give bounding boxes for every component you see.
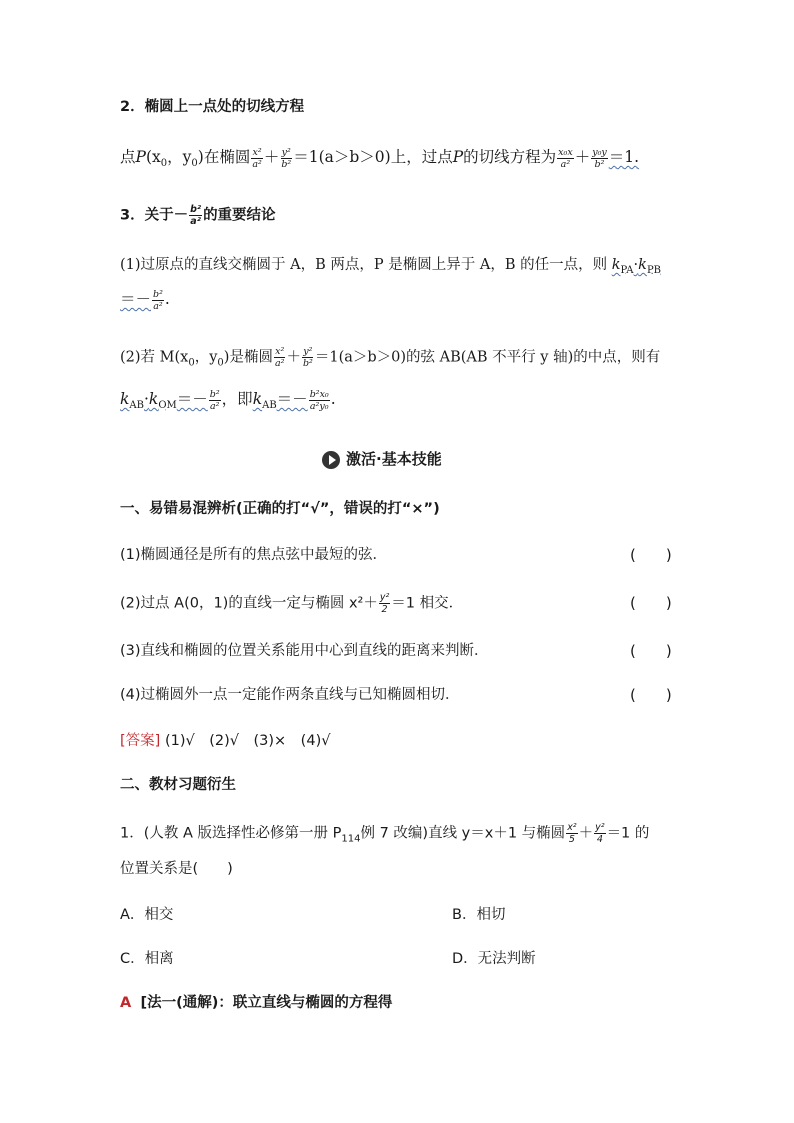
kpa-kpb [611,257,662,276]
dot: · [143,390,149,408]
coord-y: ，y [167,148,192,166]
solution-letter: A [120,995,132,1011]
sub-ab: AB [262,400,277,412]
period: . [164,290,170,308]
eq-neg: ＝－ [176,390,208,408]
sub-pa: PA [620,264,634,276]
problem-pre: 1．(人教 A 版选择性必修第一册 P [120,825,342,842]
tangent-formula-line [120,146,639,170]
frac-den: a² [190,216,201,227]
option-a[interactable]: A．相交 [120,907,174,923]
play-circle-icon [322,451,340,469]
sub-pb: PB [646,264,662,276]
frac-den: a² [274,358,285,369]
answer-line [120,730,330,752]
frac-x0x-a2 [557,147,574,170]
frac-num: y² [379,592,390,603]
k: k [611,257,621,273]
sub-zero: 0 [160,158,168,170]
k: k [148,390,159,408]
frac-num: y² [281,146,291,158]
item2-cond: ＝1(a＞b＞0)的弦 AB(AB 不平行 y 轴)的中点，则有 [314,349,661,366]
solution-text: [法一(通解)：联立直线与椭圆的方程得 [140,995,393,1011]
frac-num: x² [275,346,285,357]
answer-tag: [答案] [120,733,161,749]
plus-sign: ＋ [574,148,591,166]
option-d[interactable]: D．无法判断 [452,951,536,967]
frac-den: b² [302,358,313,369]
frac-num: b² [209,388,220,400]
frac-num: y² [303,346,313,357]
section-3-heading [120,204,276,227]
k: k [638,257,647,273]
period: . [330,390,336,408]
q4: (4)过椭圆外一点一定能作两条直线与已知椭圆相切． [120,687,460,703]
frac-y2-2 [379,592,390,615]
frac-y2-b2 [302,346,314,369]
frac-b2x0-a2y0 [309,389,330,412]
kab-kom [120,390,208,412]
item2-pre: (2)若 M(x [120,349,189,366]
frac-den: 5 [568,834,575,845]
frac-x2-5 [566,822,577,845]
item2-after: )是椭圆 [223,349,273,366]
frac-y0y-b2 [591,147,608,170]
frac-b2-a2 [209,389,221,412]
item2-line1 [120,346,660,369]
frac-den: 2 [381,604,388,615]
text-dian: 点 [120,148,136,166]
sub-ab: AB [129,400,144,412]
frac-x2-a2 [251,147,262,170]
q2 [120,592,463,615]
sub-zero: 0 [191,158,198,170]
heading-post: 的重要结论 [203,207,276,224]
item1-text: (1)过原点的直线交椭圆于 A，B 两点，P 是椭圆上异于 A，B 的任一点，则 [120,257,608,273]
kab-eq [252,390,308,412]
option-b[interactable]: B．相切 [452,907,506,923]
frac-num: x² [567,822,577,833]
frac-den: a² [560,158,571,170]
q4-blank[interactable]: ( ) [630,686,672,704]
problem-mid: 例 7 改编)直线 y＝x＋1 与椭圆 [360,825,566,842]
frac-den: a² [252,158,262,170]
problem-post: ＝1 的 [606,825,650,842]
eq-tail: ＝1. [608,148,640,166]
k: k [120,390,130,408]
frac-x2-a2 [274,346,285,369]
item1-line2 [120,288,170,312]
q3-blank[interactable]: ( ) [630,642,672,660]
sub-zero: 0 [188,357,195,369]
frac-den: b² [281,158,292,170]
frac-y2-4 [594,822,605,845]
heading-pre: 3．关于－ [120,207,189,224]
q2-pre: (2)过点 A(0，1)的直线一定与椭圆 x²＋ [120,595,378,612]
eq-condition: ＝1(a＞b＞0)上，过点 [293,148,453,166]
frac-den: a²y₀ [309,400,329,412]
plus-sign: ＋ [263,148,280,166]
frac-num: x₀x [558,146,573,158]
plus-sign: ＋ [286,349,301,366]
dot: · [633,257,639,273]
tangent-text: 的切线方程为 [463,148,557,166]
option-c[interactable]: C．相离 [120,951,174,967]
eq-neg: ＝－ [276,390,308,408]
item2-line2 [120,388,336,412]
solution-line [120,992,392,1014]
item2-mid: ，y [194,349,218,366]
plus-sign: ＋ [578,825,594,842]
frac-den: 4 [596,834,603,845]
part1-title: 一、易错易混辨析(正确的打“√”，错误的打“×”) [120,501,440,517]
k: k [252,390,263,408]
page-sub: 114 [341,833,361,845]
frac-num: b² [190,204,202,215]
problem-line1 [120,822,649,845]
part2-title: 二、教材习题衍生 [120,777,236,793]
coord-close: )在椭圆 [197,148,251,166]
q1-blank[interactable]: ( ) [630,546,672,564]
q2-post: ＝1 相交． [391,595,464,612]
frac-num: b² [153,288,163,300]
sub-om: OM [158,400,177,412]
var-P: P [135,148,146,166]
frac-num: b²x₀ [309,388,329,400]
frac-num: y² [595,822,605,833]
frac-y2-b2 [280,147,292,170]
q2-blank[interactable]: ( ) [630,594,672,612]
answers: (1)√ (2)√ (3)× (4)√ [164,733,331,749]
banner [322,448,442,470]
frac-den: a² [209,400,220,412]
frac-num: y₀y [592,146,607,158]
problem-line2: 位置关系是( ) [120,861,233,877]
section-2-heading: 2．椭圆上一点处的切线方程 [120,99,305,115]
ji-text: ，即 [221,390,253,408]
banner-text: 激活·基本技能 [346,450,442,468]
q1: (1)椭圆通径是所有的焦点弦中最短的弦． [120,547,388,563]
frac-num: x² [252,146,262,158]
q3: (3)直线和椭圆的位置关系能用中心到直线的距离来判断． [120,643,489,659]
frac-den: b² [594,158,605,170]
frac-b2-a2 [152,289,164,312]
frac-den: a² [153,300,163,312]
frac-b2-a2 [189,204,202,227]
sub-zero: 0 [217,357,224,369]
var-P: P [452,148,464,166]
item1-line1 [120,254,661,276]
eq-neg: ＝－ [120,290,152,308]
coord-open: (x [145,148,161,166]
